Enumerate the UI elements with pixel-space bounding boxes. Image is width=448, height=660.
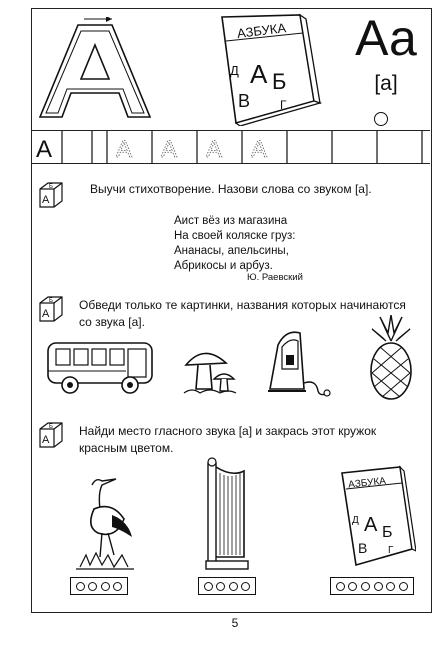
- sound-circle[interactable]: [76, 582, 85, 591]
- svg-text:АЗБУКА: АЗБУКА: [236, 20, 287, 41]
- stork-picture[interactable]: [72, 475, 142, 571]
- big-letter-text: A: [154, 121, 155, 122]
- svg-text:Г: Г: [388, 545, 394, 556]
- page-frame: [31, 8, 432, 613]
- sound-circle[interactable]: [88, 582, 97, 591]
- sound-circle[interactable]: [216, 582, 225, 591]
- letter-pair: Аа: [355, 10, 417, 66]
- svg-text:А: А: [250, 59, 268, 89]
- page-number: 5: [231, 616, 239, 630]
- sound-circle[interactable]: [374, 582, 383, 591]
- poem-line: Абрикосы и арбуз.: [174, 260, 273, 272]
- poem-line: На своей коляске груз:: [174, 230, 296, 242]
- svg-text:Г: Г: [280, 98, 287, 112]
- sound-circle[interactable]: [348, 582, 357, 591]
- svg-text:Б: Б: [272, 69, 287, 94]
- harp-picture[interactable]: [204, 457, 250, 571]
- poem-line: Ананасы, апельсины,: [174, 245, 289, 257]
- sound-circle[interactable]: [204, 582, 213, 591]
- bus-picture[interactable]: [46, 339, 156, 397]
- cube-icon: [38, 295, 64, 323]
- cube-icon: [38, 181, 64, 209]
- abc-book-icon: [182, 11, 332, 126]
- poem-line: Аист вёз из магазина: [174, 215, 288, 227]
- svg-text:В: В: [358, 540, 368, 556]
- big-letter-a: [38, 17, 168, 123]
- sound-scheme-stork: [70, 577, 128, 595]
- sound-circle[interactable]: [399, 582, 408, 591]
- task3-instruction: Найди место гласного звука [а] и закрась этот кружок красным цветом.: [79, 424, 377, 455]
- sound-circle[interactable]: [386, 582, 395, 591]
- svg-text:А: А: [364, 514, 378, 536]
- abc-book-picture[interactable]: [338, 465, 416, 569]
- copy-row-lines: [32, 131, 430, 163]
- sound-circle[interactable]: [361, 582, 370, 591]
- copy-row: [32, 130, 430, 164]
- svg-text:А: А: [42, 194, 50, 206]
- sound-circle[interactable]: [229, 582, 238, 591]
- svg-text:А: А: [42, 434, 50, 446]
- copy-letter-dotted: А: [206, 136, 223, 163]
- svg-text:В: В: [238, 91, 251, 111]
- sound-circle[interactable]: [336, 582, 345, 591]
- svg-text:Б: Б: [49, 184, 53, 190]
- svg-text:АЗБУКА: АЗБУКА: [347, 475, 387, 491]
- pineapple-picture[interactable]: [366, 315, 416, 401]
- svg-text:А: А: [42, 308, 50, 320]
- sound-circle[interactable]: [113, 582, 122, 591]
- sound-scheme-abc-book: [330, 577, 414, 595]
- header: [32, 9, 430, 129]
- sound-label: [а]: [374, 72, 398, 95]
- svg-text:Д: Д: [230, 63, 239, 78]
- svg-text:Б: Б: [49, 424, 53, 430]
- copy-letter-dotted: А: [251, 136, 268, 163]
- sound-scheme-harp: [198, 577, 256, 595]
- copy-letter-solid: А: [36, 136, 53, 163]
- iron-picture[interactable]: [264, 327, 334, 399]
- sound-circle[interactable]: [241, 582, 250, 591]
- mushrooms-picture[interactable]: [182, 345, 238, 397]
- svg-text:Д: Д: [352, 515, 359, 526]
- poem-author: Ю. Раевский: [247, 272, 303, 283]
- sound-circle[interactable]: [101, 582, 110, 591]
- copy-letter-dotted: А: [161, 136, 178, 163]
- cube-icon: [38, 421, 64, 449]
- task1-instruction: Выучи стихотворение. Назови слова со звуком [а].: [90, 182, 372, 196]
- task2-instruction: Обведи только те картинки, названия которых начинаются со звука [а].: [79, 298, 406, 329]
- poem: [174, 214, 295, 274]
- svg-text:Б: Б: [382, 524, 393, 541]
- svg-text:Б: Б: [49, 298, 53, 304]
- copy-letter-dotted: А: [116, 136, 133, 163]
- sound-circle[interactable]: [374, 112, 388, 126]
